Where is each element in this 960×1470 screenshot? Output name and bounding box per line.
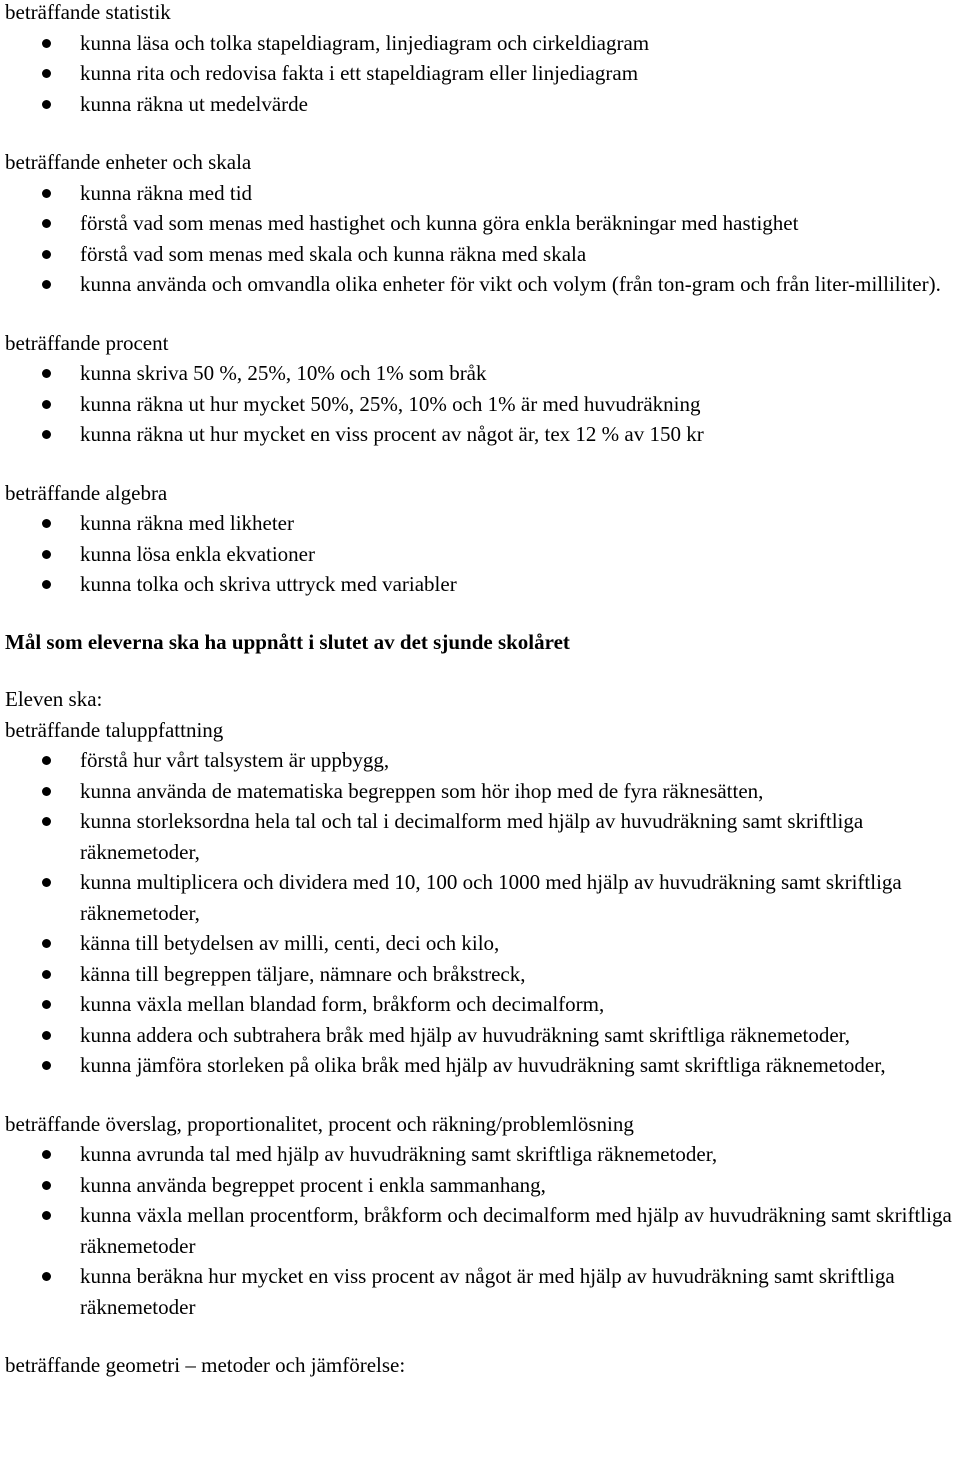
goal-heading: Mål som eleverna ska ha uppnått i slutet av det sjunde skolåret [5,629,570,654]
list-item: kunna läsa och tolka stapeldiagram, linjediagram och cirkeldiagram [0,28,960,59]
bullet-icon [42,430,51,439]
list-item: kunna växla mellan procentform, bråkform och decimalform med hjälp av huvudräkning samt skriftliga räknemetoder [0,1200,960,1261]
list-item: kunna räkna ut hur mycket en viss procent av något är, tex 12 % av 150 kr [0,419,960,450]
section-enheter-skala [0,147,960,300]
section-procent [0,328,960,450]
list-item: känna till betydelsen av milli, centi, deci och kilo, [0,928,960,959]
bullet-icon [42,250,51,259]
list-item: kunna räkna ut medelvärde [0,89,960,120]
list-item: kunna tolka och skriva uttryck med variabler [0,569,960,600]
section-algebra [0,478,960,600]
list-item: kunna räkna med likheter [0,508,960,539]
section-overslag [0,1109,960,1323]
bullet-icon [42,1211,51,1220]
bullet-icon [42,1272,51,1281]
section-taluppfattning [0,715,960,1081]
section-heading: beträffande algebra [5,480,168,505]
bullet-list [0,1139,960,1322]
section-statistik [0,0,960,119]
list-item: förstå vad som menas med skala och kunna räkna med skala [0,239,960,270]
list-item: kunna jämföra storleken på olika bråk med hjälp av huvudräkning samt skriftliga räknemetoder, [0,1050,960,1081]
section-heading: beträffande överslag, proportionalitet, procent och räkning/problemlösning [5,1111,634,1136]
bullet-icon [42,878,51,887]
list-item: kunna växla mellan blandad form, bråkform och decimalform, [0,989,960,1020]
bullet-icon [42,400,51,409]
list-item: kunna räkna ut hur mycket 50%, 25%, 10% och 1% är med huvudräkning [0,389,960,420]
section-heading: beträffande statistik [5,0,171,24]
bullet-icon [42,280,51,289]
intro-text: Eleven ska: [5,687,103,711]
bullet-icon [42,550,51,559]
section-heading: beträffande procent [5,330,169,355]
bullet-icon [42,39,51,48]
list-item: kunna avrunda tal med hjälp av huvudräkning samt skriftliga räknemetoder, [0,1139,960,1170]
geometri-heading: beträffande geometri – metoder och jämförelse: [5,1353,406,1377]
list-item: kunna rita och redovisa fakta i ett stapeldiagram eller linjediagram [0,58,960,89]
list-item: kunna addera och subtrahera bråk med hjälp av huvudräkning samt skriftliga räknemetoder, [0,1020,960,1051]
bullet-list [0,745,960,1081]
bullet-icon [42,369,51,378]
bullet-list [0,28,960,120]
bullet-icon [42,1031,51,1040]
list-item: kunna storleksordna hela tal och tal i decimalform med hjälp av huvudräkning samt skriftliga räknemetoder, [0,806,960,867]
bullet-icon [42,69,51,78]
list-item: kunna använda de matematiska begreppen som hör ihop med de fyra räknesätten, [0,776,960,807]
bullet-icon [42,970,51,979]
list-item: kunna lösa enkla ekvationer [0,539,960,570]
list-item: kunna beräkna hur mycket en viss procent av något är med hjälp av huvudräkning samt skriftliga räknemetoder [0,1261,960,1322]
bullet-icon [42,1000,51,1009]
list-item: kunna multiplicera och dividera med 10, 100 och 1000 med hjälp av huvudräkning samt skriftliga räknemetoder, [0,867,960,928]
list-item: känna till begreppen täljare, nämnare och bråkstreck, [0,959,960,990]
list-item: kunna räkna med tid [0,178,960,209]
bullet-icon [42,100,51,109]
bullet-icon [42,519,51,528]
list-item: förstå vad som menas med hastighet och kunna göra enkla beräkningar med hastighet [0,208,960,239]
list-item: kunna skriva 50 %, 25%, 10% och 1% som bråk [0,358,960,389]
list-item: kunna använda begreppet procent i enkla sammanhang, [0,1170,960,1201]
section-heading: beträffande enheter och skala [5,150,252,174]
bullet-list [0,178,960,300]
bullet-icon [42,1061,51,1070]
bullet-list [0,358,960,450]
list-item: kunna använda och omvandla olika enheter för vikt och volym (från ton-gram och från liter-milliliter). [0,269,960,300]
bullet-icon [42,189,51,198]
bullet-icon [42,1181,51,1190]
bullet-icon [42,817,51,826]
bullet-icon [42,939,51,948]
bullet-icon [42,219,51,228]
section-heading: beträffande taluppfattning [5,717,224,742]
bullet-icon [42,1150,51,1159]
bullet-icon [42,787,51,796]
bullet-icon [42,756,51,765]
bullet-icon [42,580,51,589]
list-item: förstå hur vårt talsystem är uppbygg, [0,745,960,776]
bullet-list [0,508,960,600]
